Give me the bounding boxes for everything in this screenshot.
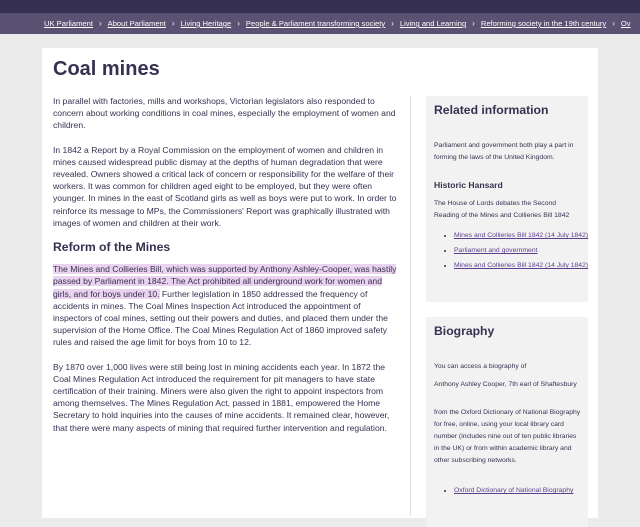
oxford-dnb-link[interactable]: Oxford Dictionary of National Biography [454, 487, 574, 494]
hansard-link-2[interactable]: Mines and Collieries Bill 1842 (14 July 1842) [454, 262, 589, 269]
biography-heading: Biography [434, 324, 495, 338]
column-divider [410, 96, 411, 516]
breadcrumb-link-living-heritage[interactable]: Living Heritage [180, 19, 232, 28]
list-item [454, 260, 602, 272]
chevron-right-icon: › [612, 19, 615, 28]
biography-text-2: Anthony Ashley Cooper, 7th earl of Shaftesbury [434, 381, 577, 388]
reform-paragraph [53, 263, 398, 348]
related-text: Parliament and government both play a part in forming the laws of the United Kingdom. [434, 142, 574, 161]
breadcrumb [0, 13, 640, 34]
list-item [454, 230, 602, 242]
report-paragraph: In 1842 a Report by a Royal Commission on the employment of women and children in mines caused widespread public dismay at the depths of human degradation that were revealed. Owners showed a critical lack of concern or responsibility for the welfare of their workers. It was common for children aged eight to be employed, but they were often younger. In mines in the east of Scotland girls as well as boys were put to work. In order to reinforce its message to MPs, the Commissioners' Report was graphically illustrated with images of women and children at their work. [53, 144, 397, 228]
chevron-right-icon: › [98, 19, 102, 28]
hansard-text: The House of Lords debates the Second Reading of the Mines and Collieries Bill 1842 [434, 200, 570, 219]
related-information-panel [426, 96, 588, 302]
related-links [434, 230, 602, 275]
parliament-government-link[interactable]: Parliament and government [454, 247, 538, 254]
highlighted-text: The Mines and Collieries Bill, which was supported by Anthony Ashley-Cooper, was hastily passed by Parliament in 1842. The Act prohibited all underground work for women and girls, and for boys under 10. [53, 264, 397, 299]
accidents-paragraph: By 1870 over 1,000 lives were still being lost in mining accidents each year. In 1872 the Coal Mines Regulation Act introduced the requirement for pit managers to have state certification of their training. Miners were also given the right to appoint inspectors from among themselves. The Mines Regulation Act, passed in 1881, empowered the Home Secretary to hold inquiries into the causes of mine accidents. It remained clear, however, that there were many aspects of mining that required further intervention and regulation. [53, 361, 390, 433]
breadcrumb-link-uk-parliament[interactable]: UK Parliament [44, 19, 93, 28]
top-bar [0, 0, 640, 13]
breadcrumb-link-reforming-society[interactable]: Reforming society in the 19th century [480, 19, 607, 28]
list-item [454, 485, 602, 497]
intro-paragraph: In parallel with factories, mills and workshops, Victorian legislators also responded to concern about working conditions in coal mines, especially the employment of women and children. [53, 96, 396, 131]
chevron-right-icon: › [472, 19, 475, 28]
page-title: Coal mines [53, 58, 160, 80]
historic-hansard-heading: Historic Hansard [434, 180, 503, 190]
biography-text-3: from the Oxford Dictionary of National Biography for free, online, using your local library card number (includes nine out of ten public libraries in the UK) or from within academic library and other subscribing networks. [434, 409, 581, 464]
biography-text-1: You can access a biography of [434, 363, 527, 370]
list-item [454, 245, 602, 257]
chevron-right-icon: › [171, 19, 175, 28]
hansard-link-1[interactable]: Mines and Collieries Bill 1842 (14 July 1842) [454, 232, 589, 239]
reform-paragraph-rest: Further legislation in 1850 addressed the frequency of accidents in mines. The Coal Mines Inspection Act introduced the appointment of inspectors of coal mines, setting out their powers and duties, and placed them under the supervision of the Home Office. The Coal Mines Regulation Act of 1860 improved safety rules and raised the age limit for boys from 10 to 12. [53, 288, 388, 348]
biography-panel [426, 317, 588, 527]
section-heading: Reform of the Mines [53, 240, 171, 255]
chevron-right-icon: › [391, 19, 394, 28]
related-heading: Related information [434, 103, 549, 117]
breadcrumb-link-living-learning[interactable]: Living and Learning [399, 19, 467, 28]
breadcrumb-link-people-parliament[interactable]: People & Parliament transforming society [245, 19, 386, 28]
breadcrumb-link-overview[interactable]: Ov [620, 19, 631, 28]
article-body [53, 95, 398, 446]
chevron-right-icon: › [237, 19, 240, 28]
content-card [42, 48, 598, 518]
biography-links [434, 485, 602, 500]
breadcrumb-link-about-parliament[interactable]: About Parliament [107, 19, 166, 28]
